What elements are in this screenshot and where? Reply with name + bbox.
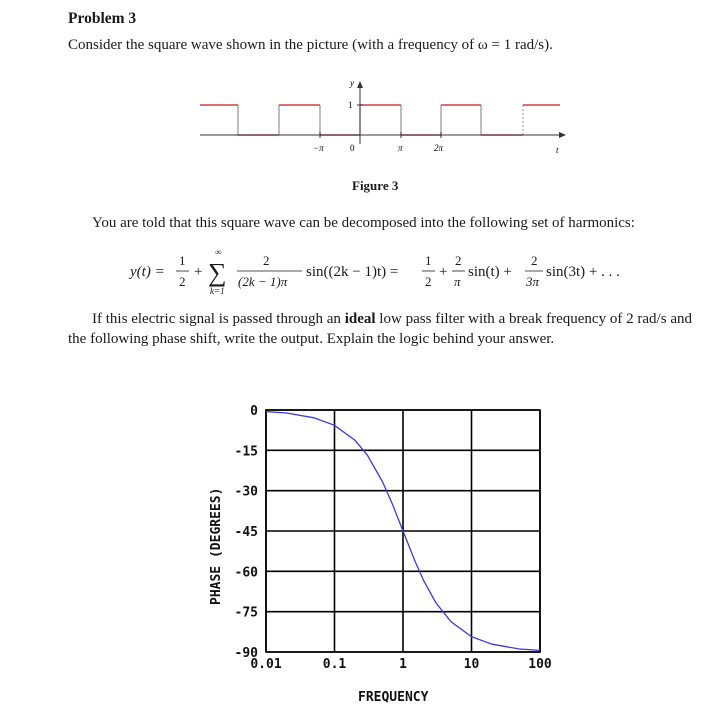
- eq-sum-upper: ∞: [215, 247, 222, 257]
- y-axis-title: PHASE (DEGREES): [209, 487, 224, 605]
- y-axis-label: y: [350, 78, 354, 88]
- chart-ticks: [235, 404, 552, 672]
- eq-frac-den: (2k − 1)π: [238, 274, 288, 289]
- eq-r-half-den: 2: [425, 274, 432, 289]
- x-tick-label: 1: [399, 657, 407, 672]
- paragraph-part1: If this electric signal is passed through an: [92, 311, 345, 327]
- eq-sum-lower: k=1: [210, 286, 225, 296]
- eq-plus: +: [194, 264, 203, 280]
- y-tick-label: -15: [234, 444, 258, 460]
- square-wave-trace: [200, 105, 560, 135]
- eq-r-f1-num: 2: [455, 253, 462, 268]
- x-tick-label: 10: [463, 657, 480, 672]
- x-tick-minus-pi: −π: [313, 143, 324, 153]
- eq-r-plus1: +: [439, 264, 448, 280]
- x-tick-label: 100: [528, 657, 552, 672]
- x-tick-2pi: 2π: [434, 143, 444, 153]
- eq-sum-symbol: ∑: [208, 258, 227, 287]
- x-tick-label: 0.01: [250, 657, 282, 672]
- x-tick-pi: π: [398, 143, 403, 153]
- eq-term: sin((2k − 1)t) =: [306, 264, 399, 280]
- eq-r-term2: sin(3t) + . . .: [546, 264, 620, 280]
- y-tick-label: -60: [234, 565, 258, 581]
- paragraph-part2: low pass filter with a break frequency of 2 rad/s and the following phase shift, write the output. Explain the logic behind your answer.: [68, 311, 692, 347]
- x-tick-zero: 0: [350, 143, 355, 153]
- square-wave-figure: [190, 78, 580, 160]
- problem-intro: Consider the square wave shown in the picture (with a frequency of ω = 1 rad/s).: [68, 37, 553, 53]
- eq-r-f2-num: 2: [531, 253, 538, 268]
- problem-title: Problem 3: [68, 10, 137, 27]
- eq-r-f1-den: π: [454, 274, 461, 289]
- eq-r-term1: sin(t) +: [468, 264, 512, 280]
- y-tick-label: -90: [234, 646, 258, 661]
- problem-paragraph: [68, 310, 692, 349]
- t-axis-arrow: [559, 132, 566, 138]
- eq-lhs: y(t) =: [130, 264, 165, 280]
- eq-r-f2-den: 3π: [526, 274, 540, 289]
- x-tick-label: 0.1: [322, 657, 347, 672]
- y-tick-label: 0: [250, 404, 258, 419]
- eq-frac-num: 2: [263, 253, 270, 268]
- eq-half-den: 2: [179, 274, 186, 289]
- square-wave-dashed-edges: [238, 105, 523, 135]
- harmonics-intro: You are told that this square wave can be decomposed into the following set of harmonics:: [92, 215, 635, 231]
- x-axis-label: t: [556, 145, 559, 155]
- x-axis-title: FREQUENCY: [358, 690, 429, 705]
- paragraph-bold-ideal: ideal: [344, 311, 376, 327]
- y-tick-label: -30: [234, 484, 258, 500]
- harmonics-equation: [0, 246, 716, 296]
- y-axis-arrow: [357, 81, 363, 88]
- y-tick-label: -75: [234, 605, 258, 621]
- phase-chart: [200, 390, 570, 720]
- eq-r-half-num: 1: [425, 253, 432, 268]
- eq-half-num: 1: [179, 253, 186, 268]
- y-tick-1: 1: [348, 100, 353, 110]
- y-tick-label: -45: [234, 525, 258, 540]
- figure-caption: Figure 3: [352, 178, 399, 193]
